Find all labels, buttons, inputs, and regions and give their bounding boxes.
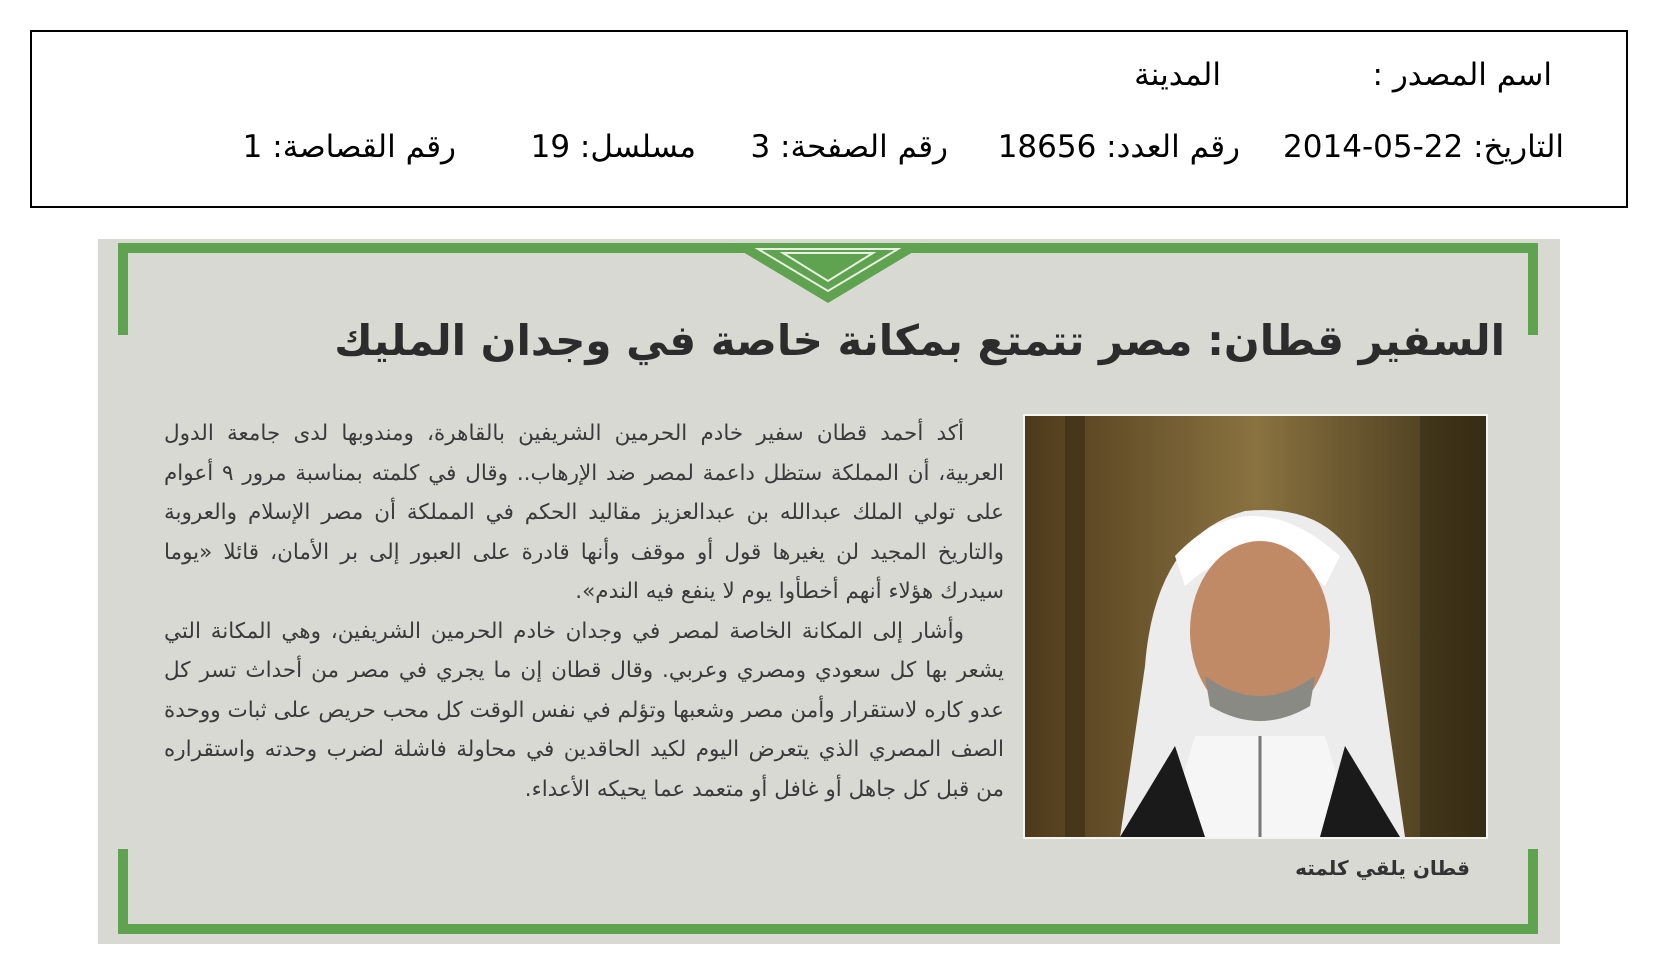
source-value: المدينة bbox=[1134, 57, 1221, 93]
article-paragraph: وأشار إلى المكانة الخاصة لمصر في وجدان خادم الحرمين الشريفين، وهي المكانة التي يشعر بها كل سعودي ومصري وعربي. وقال قطان إن ما يجري في مصر من أحداث تسر كل عدو كاره لاستقرار وأمن مصر وشعبها وتؤلم في نفس الوقت كل محب حريص على ثبات ووحدة الصف المصري الذي يتعرض اليوم لكيد الحاقدين في محاولة فاشلة لضرب وحدته واستقراره من قبل كل جاهل أو غافل أو متعمد عما يحيكه الأعداء. bbox=[164, 618, 1004, 802]
article-photo bbox=[1023, 414, 1488, 839]
portrait-image bbox=[1025, 416, 1486, 837]
photo-caption: قطان يلقي كلمته bbox=[1295, 856, 1470, 880]
frame-bottom-left-border bbox=[118, 849, 128, 934]
source-label: اسم المصدر : bbox=[1372, 57, 1552, 93]
frame-right-border bbox=[1528, 243, 1538, 335]
newspaper-clipping bbox=[98, 239, 1560, 944]
page-number: رقم الصفحة: 3 bbox=[750, 129, 948, 165]
article-paragraph: أكد أحمد قطان سفير خادم الحرمين الشريفين بالقاهرة، ومندوبها لدى جامعة الدول العربية، أن المملكة ستظل داعمة لمصر ضد الإرهاب.. وقال في كلمته بمناسبة مرور ٩ أعوام على تولي الملك عبدالله بن عبدالعزيز مقاليد الحكم في المملكة أن مصر الإسلام والعروبة والتاريخ المجيد لن يغيرها قول أو موقف وأنها قادرة على العبور إلى بر الأمان، قائلا «يوما سيدرك هؤلاء أنهم أخطأوا يوم لا ينفع فيه الندم». bbox=[164, 421, 1004, 604]
issue-number: رقم العدد: 18656 bbox=[997, 129, 1240, 165]
serial-number: مسلسل: 19 bbox=[530, 129, 696, 165]
chevron-down-icon bbox=[728, 243, 928, 303]
date-field: التاريخ: 22-05-2014 bbox=[1283, 129, 1564, 165]
clipping-number: رقم القصاصة: 1 bbox=[242, 129, 456, 165]
frame-bottom-right-border bbox=[1528, 849, 1538, 934]
frame-bottom-border bbox=[118, 924, 1538, 934]
article-headline: السفير قطان: مصر تتمتع بمكانة خاصة في وجدان المليك bbox=[334, 316, 1505, 365]
frame-left-border bbox=[118, 243, 128, 335]
metadata-box bbox=[30, 30, 1628, 208]
article-body bbox=[164, 414, 1004, 809]
